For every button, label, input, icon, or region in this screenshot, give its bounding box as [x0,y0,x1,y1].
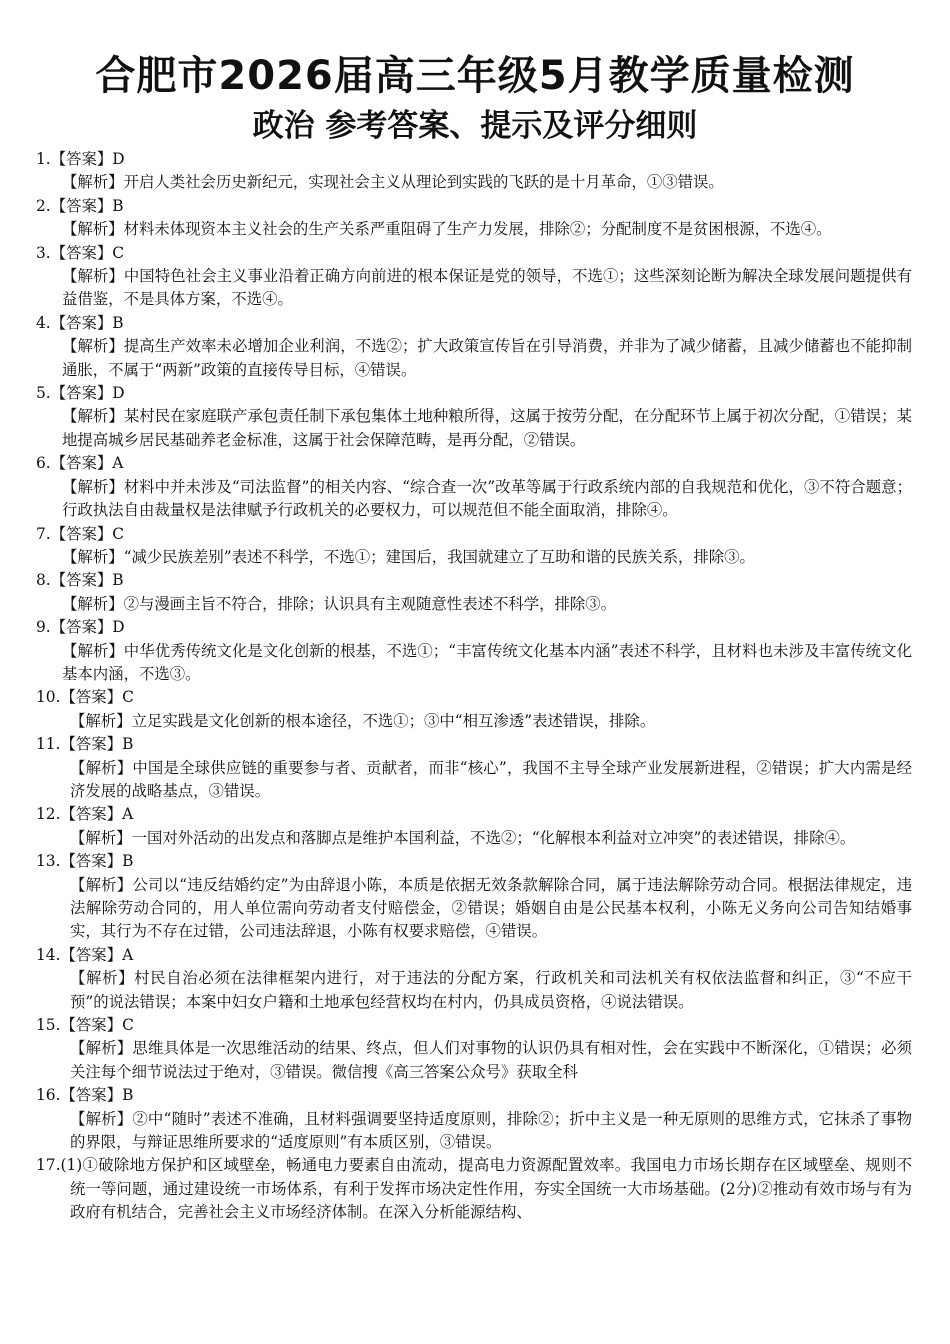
analysis-text: 中国是全球供应链的重要参与者、贡献者，而非“核心”，我国不主导全球产业发展新进程，②错误；扩大内需是经济发展的战略基点，③错误。 [70,758,912,800]
analysis-label: 【解析】 [70,711,132,730]
answer-line [36,148,912,171]
analysis-paragraph [36,710,912,733]
answer-line [36,616,912,639]
answer-label: 【答案】 [50,454,113,473]
answer-line [36,1084,912,1107]
analysis-text: 公司以“违反结婚约定”为由辞退小陈，本质是依据无效条款解除合同，属于违法解除劳动合同。根据法律规定，违法解除劳动合同的，用人单位需向劳动者支付赔偿金，②错误；婚姻自由是公民基本权利，小陈无义务向公司告知结婚事实，其行为不存在过错，公司违法辞退，小陈有权要求赔偿，④错误。 [70,875,912,941]
analysis-paragraph [36,171,912,194]
answer-choice: C [112,524,125,543]
answer-label: 【答案】 [60,688,123,707]
answer-item [36,944,912,1014]
answer-line [36,523,912,546]
answer-label: 【答案】 [50,384,113,403]
analysis-text: “减少民族差别”表述不科学，不选①；建国后，我国就建立了互助和谐的民族关系，排除③。 [123,547,755,566]
page-title: 合肥市2026届高三年级5月教学质量检测 [95,53,855,99]
answer-item [36,569,912,616]
question-number: 11. [36,735,61,754]
analysis-label: 【解析】 [70,1109,133,1128]
analysis-text: 中国特色社会主义事业沿着正确方向前进的根本保证是党的领导，不选①；这些深刻论断为解决全球发展问题提供有益借鉴，不是具体方案，不选④。 [62,267,912,309]
answer-line [36,944,912,967]
analysis-text: 提高生产效率未必增加企业利润，不选②；扩大政策宣传旨在引导消费，并非为了减少储蓄，且减少储蓄也不能抑制通胀，不属于“两新”政策的直接传导目标，④错误。 [62,337,912,379]
question-number: 3. [36,243,51,262]
answer-choice: B [112,196,124,215]
analysis-label: 【解析】 [70,758,133,777]
answer-item [36,733,912,803]
answer-choice: D [112,384,125,403]
analysis-label: 【解析】 [62,641,124,660]
answer-item-17 [36,1154,912,1224]
analysis-paragraph [36,757,912,804]
answer-item [36,850,912,944]
analysis-paragraph [36,1037,912,1084]
answer-line [36,733,912,756]
answer-line [36,382,912,405]
analysis-text: ②与漫画主旨不符合，排除；认识具有主观随意性表述不科学，排除③。 [123,594,617,613]
analysis-paragraph [36,265,912,312]
answer-line [36,242,912,265]
question-number: 6. [36,454,51,473]
answer-label: 【答案】 [50,618,113,637]
analysis-paragraph [36,1108,912,1155]
answer-choice: D [112,618,125,637]
question-number: 10. [36,688,61,707]
answer-line [36,452,912,475]
answer-label: 【答案】 [50,571,113,590]
analysis-text: 中华优秀传统文化是文化创新的根基，不选①；“丰富传统文化基本内涵”表述不科学，且材料也未涉及丰富传统文化基本内涵，不选③。 [62,641,912,683]
question-number: 16. [36,1086,61,1105]
analysis-label: 【解析】 [62,594,124,613]
answer-line [36,803,912,826]
answer-choice: B [122,735,134,754]
analysis-label: 【解析】 [70,969,135,988]
answer-item [36,452,912,522]
answer-item [36,523,912,570]
answer-item [36,803,912,850]
question-number: 17. [36,1156,61,1175]
analysis-paragraph [36,546,912,569]
answer-text: (1)①破除地方保护和区域壁垒，畅通电力要素自由流动，提高电力资源配置效率。我国电力市场长期存在区域壁垒、规则不统一等问题，通过建设统一市场体系，有利于发挥市场决定性作用，夯实全国统一大市场基础。(2分)②推动有效市场与有为政府有机结合，完善社会主义市场经济体制。在深入分析能源结构、 [60,1156,912,1222]
answer-item [36,195,912,242]
question-number: 12. [36,805,61,824]
answer-item [36,148,912,195]
question-number: 15. [36,1016,61,1035]
answer-choice: A [112,454,124,473]
analysis-text: 村民自治必须在法律框架内进行，对于违法的分配方案，行政机关和司法机关有权依法监督和纠正，③“不应干预”的说法错误；本案中妇女户籍和土地承包经营权均在村内，仍具成员资格，④说法错误。 [70,969,912,1011]
analysis-label: 【解析】 [62,267,124,286]
answer-label: 【答案】 [50,524,113,543]
answer-label: 【答案】 [50,196,113,215]
question-number: 14. [36,945,61,964]
analysis-text: 立足实践是文化创新的根本途径，不选①；③中“相互渗透”表述错误，排除。 [131,711,656,730]
answer-label: 【答案】 [50,313,113,332]
answer-choice: B [122,852,134,871]
analysis-label: 【解析】 [62,337,124,356]
answer-choice: A [122,805,134,824]
question-number: 13. [36,852,61,871]
answer-item [36,242,912,312]
answer-line [36,1014,912,1037]
answer-item [36,616,912,686]
analysis-paragraph [36,335,912,382]
question-number: 8. [36,571,51,590]
answer-choice: B [122,1086,134,1105]
analysis-paragraph [36,874,912,944]
answer-label: 【答案】 [60,1016,123,1035]
analysis-text: 开启人类社会历史新纪元，实现社会主义从理论到实践的飞跃的是十月革命，①③错误。 [123,173,724,192]
analysis-text: 材料未体现资本主义社会的生产关系严重阻碍了生产力发展，排除②；分配制度不是贫困根源，不选④。 [123,220,832,239]
analysis-label: 【解析】 [62,220,124,239]
answer-choice: B [112,313,124,332]
analysis-paragraph [36,593,912,616]
question-number: 4. [36,313,51,332]
answer-label: 【答案】 [60,805,123,824]
analysis-paragraph [36,218,912,241]
analysis-label: 【解析】 [62,173,124,192]
analysis-label: 【解析】 [70,875,133,894]
question-number: 2. [36,196,51,215]
answer-line [36,686,912,709]
answer-item [36,1084,912,1154]
answer-label: 【答案】 [60,735,123,754]
answer-line [36,850,912,873]
analysis-text: 思维具体是一次思维活动的结果、终点，但人们对事物的认识仍具有相对性，会在实践中不断深化，①错误；必须关注每个细节说法过于绝对，③错误。微信搜《高三答案公众号》获取全科 [70,1039,912,1081]
answer-label: 【答案】 [60,1086,123,1105]
answer-choice: D [112,150,125,168]
analysis-paragraph [36,405,912,452]
answer-label: 【答案】 [50,243,113,262]
answer-list [36,148,912,1225]
answer-label: 【答案】 [60,852,123,871]
analysis-text: 材料中并未涉及“司法监督”的相关内容、“综合查一次”改革等属于行政系统内部的自我规范和优化，③不符合题意；行政执法自由裁量权是法律赋予行政机关的必要权力，可以规范但不能全面取消，排除④。 [62,477,912,520]
analysis-label: 【解析】 [70,1039,133,1058]
analysis-paragraph [36,827,912,850]
analysis-label: 【解析】 [70,828,132,847]
analysis-paragraph [36,476,912,523]
answer-line [36,312,912,335]
page-subtitle: 政治 参考答案、提示及评分细则 [252,108,698,144]
answer-item [36,1014,912,1084]
analysis-label: 【解析】 [62,407,124,426]
answer-item [36,686,912,733]
answer-line [36,195,912,218]
answer-item [36,312,912,382]
analysis-paragraph [36,967,912,1014]
answer-choice: C [122,1016,134,1035]
answer-choice: A [122,945,134,964]
analysis-paragraph [36,640,912,687]
answer-choice: C [112,243,125,262]
analysis-label: 【解析】 [62,477,124,496]
analysis-text: ②中“随时”表述不准确，且材料强调要坚持适度原则，排除②；折中主义是一种无原则的思维方式，它抹杀了事物的界限，与辩证思维所要求的“适度原则”有本质区别，③错误。 [70,1109,912,1152]
question-number: 7. [36,524,51,543]
question-number: 5. [36,384,51,403]
question-number: 9. [36,618,51,637]
question-number: 1. [36,150,51,168]
answer-item [36,382,912,452]
analysis-text: 一国对外活动的出发点和落脚点是维护本国利益，不选②；“化解根本利益对立冲突”的表述错误，排除④。 [131,828,856,847]
answer-choice: C [122,688,134,707]
answer-label: 【答案】 [60,945,123,964]
analysis-text: 某村民在家庭联产承包责任制下承包集体土地种粮所得，这属于按劳分配，在分配环节上属于初次分配，①错误；某地提高城乡居民基础养老金标准，这属于社会保障范畴，是再分配，②错误。 [62,407,912,449]
analysis-label: 【解析】 [62,547,124,566]
answer-choice: B [112,571,124,590]
answer-line [36,569,912,592]
answer-label: 【答案】 [50,150,113,168]
